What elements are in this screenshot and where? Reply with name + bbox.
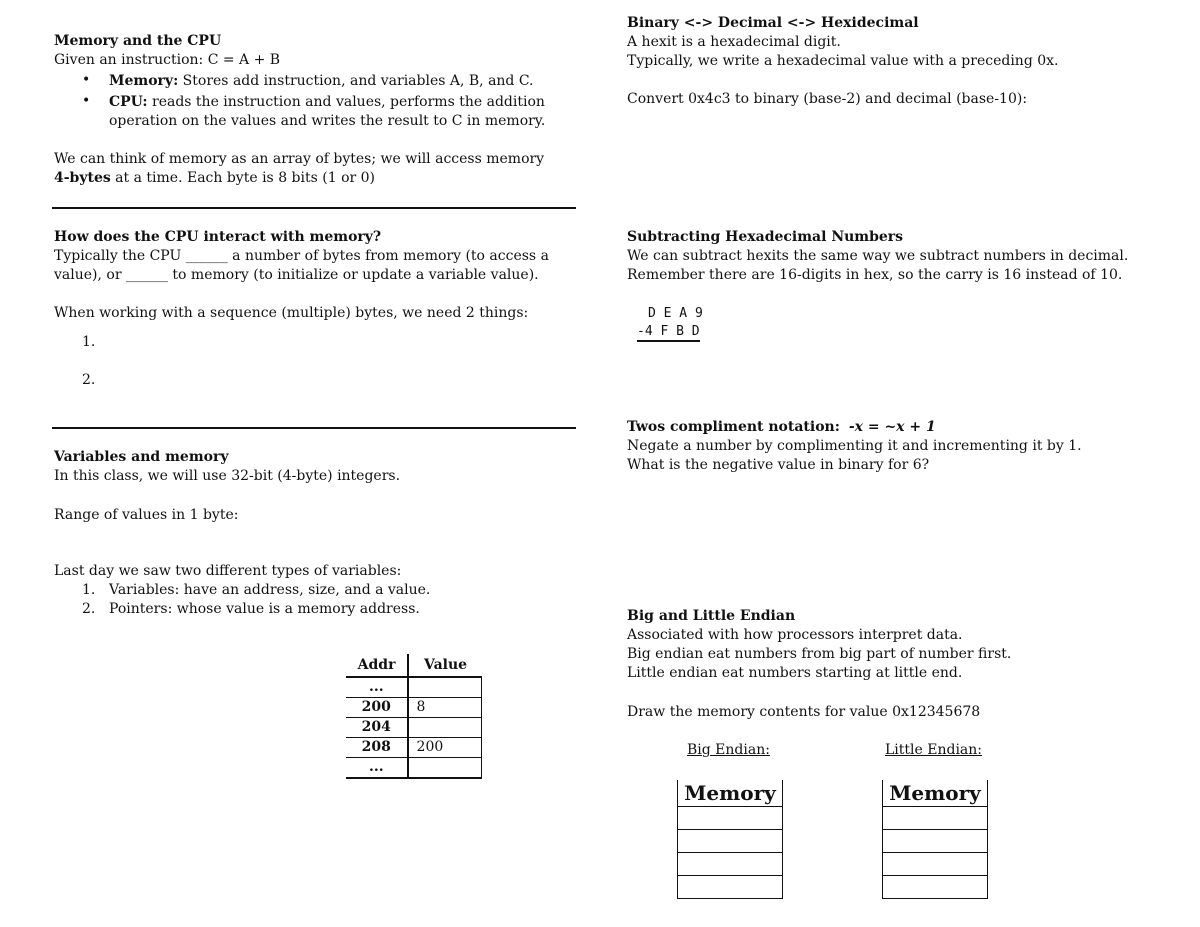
four-bytes-bold: 4-bytes bbox=[54, 170, 111, 186]
bullet-cpu-text: reads the instruction and values, performs the addition bbox=[147, 94, 545, 110]
variable-type-text: Variables: have an address, size, and a value. bbox=[109, 582, 431, 598]
little-endian-label: Little Endian: bbox=[885, 742, 982, 758]
addr-cell: ... bbox=[346, 678, 409, 697]
memory-cpu-title: Memory and the CPU bbox=[54, 33, 222, 49]
cpu-interact-line2: value), or ______ to memory (to initialize or update a variable value). bbox=[54, 267, 539, 283]
memory-cell[interactable] bbox=[883, 830, 988, 853]
value-cell: 200 bbox=[409, 738, 482, 757]
endian-line3: Little endian eat numbers starting at little end. bbox=[627, 665, 963, 681]
memory-header: Memory bbox=[678, 780, 783, 807]
value-header: Value bbox=[424, 657, 468, 673]
bullet-cpu-continued: operation on the values and writes the result to C in memory. bbox=[109, 113, 546, 129]
hexit-definition: A hexit is a hexadecimal digit. bbox=[627, 34, 841, 50]
addr-header: Addr bbox=[346, 654, 409, 676]
subtract-line2: Remember there are 16-digits in hex, so the carry is 16 instead of 10. bbox=[627, 267, 1123, 283]
table-row bbox=[346, 757, 482, 779]
subtract-minuend: D E A 9 bbox=[648, 306, 703, 321]
big-endian-label: Big Endian: bbox=[687, 742, 770, 758]
value-cell bbox=[409, 718, 482, 737]
table-row bbox=[346, 676, 482, 697]
memory-array-text: We can think of memory as an array of bytes; we will access memory bbox=[54, 151, 545, 167]
variables-title: Variables and memory bbox=[54, 449, 229, 465]
big-endian-memory-table bbox=[677, 780, 783, 899]
draw-memory-text bbox=[627, 703, 980, 722]
memory-cell[interactable] bbox=[883, 807, 988, 830]
subtract-subtrahend: -4 F B D bbox=[637, 323, 700, 342]
addr-cell: 208 bbox=[346, 738, 409, 757]
bullet-cpu-label: CPU: bbox=[109, 94, 148, 110]
instruction-text: Given an instruction: C = A + B bbox=[54, 52, 281, 68]
memory-cell[interactable] bbox=[678, 830, 783, 853]
endian-line2: Big endian eat numbers from big part of number first. bbox=[627, 646, 1012, 662]
memory-cell[interactable] bbox=[678, 853, 783, 876]
numbered-item: 2. bbox=[82, 372, 96, 388]
table-row bbox=[346, 697, 482, 717]
addr-cell: 200 bbox=[346, 698, 409, 717]
value-cell bbox=[409, 758, 482, 777]
numbered-item: 1. bbox=[82, 334, 96, 350]
sequence-text: When working with a sequence (multiple) bytes, we need 2 things: bbox=[54, 305, 529, 321]
twos-title-line bbox=[627, 418, 936, 437]
memory-cell[interactable] bbox=[883, 876, 988, 899]
bullet-icon: • bbox=[82, 72, 91, 88]
memory-access-text bbox=[54, 169, 375, 188]
binary-title: Binary <-> Decimal <-> Hexidecimal bbox=[627, 15, 919, 31]
cpu-interact-line1: Typically the CPU ______ a number of bytes from memory (to access a bbox=[54, 248, 549, 264]
bullet-memory bbox=[109, 72, 534, 91]
range-text: Range of values in 1 byte: bbox=[54, 507, 239, 523]
memory-cell[interactable] bbox=[883, 853, 988, 876]
twos-formula: -x = ~x + 1 bbox=[848, 419, 936, 435]
variable-type-num: 2. bbox=[82, 601, 96, 617]
last-day-text: Last day we saw two different types of variables: bbox=[54, 563, 402, 579]
subtract-title: Subtracting Hexadecimal Numbers bbox=[627, 229, 904, 245]
addr-cell: 204 bbox=[346, 718, 409, 737]
subtract-line1: We can subtract hexits the same way we subtract numbers in decimal. bbox=[627, 248, 1129, 264]
bullet-memory-label: Memory: bbox=[109, 73, 179, 89]
value-cell bbox=[409, 678, 482, 697]
variable-type-text: Pointers: whose value is a memory address. bbox=[109, 601, 420, 617]
addr-cell: ... bbox=[346, 758, 409, 777]
variables-intro: In this class, we will use 32-bit (4-byte) integers. bbox=[54, 468, 401, 484]
endian-title: Big and Little Endian bbox=[627, 608, 796, 624]
table-body bbox=[346, 676, 482, 779]
bits-text: at a time. Each byte is 8 bits (1 or 0) bbox=[110, 170, 376, 186]
section-divider bbox=[52, 207, 576, 209]
variable-type-num: 1. bbox=[82, 582, 96, 598]
value-cell: 8 bbox=[409, 698, 482, 717]
memory-cell[interactable] bbox=[678, 807, 783, 830]
memory-header: Memory bbox=[883, 780, 988, 807]
section-divider bbox=[52, 427, 576, 429]
twos-question: What is the negative value in binary for 6? bbox=[627, 457, 930, 473]
convert-question: Convert 0x4c3 to binary (base-2) and decimal (base-10): bbox=[627, 91, 1028, 107]
address-value-table bbox=[346, 654, 482, 779]
cpu-interact-title: How does the CPU interact with memory? bbox=[54, 229, 382, 245]
bullet-cpu bbox=[109, 93, 545, 112]
twos-title: Twos compliment notation: bbox=[627, 419, 840, 435]
table-row bbox=[346, 737, 482, 757]
hex-prefix-text: Typically, we write a hexadecimal value with a preceding 0x. bbox=[627, 53, 1059, 69]
table-row bbox=[346, 717, 482, 737]
endian-line1: Associated with how processors interpret data. bbox=[627, 627, 963, 643]
bullet-memory-text: Stores add instruction, and variables A, B, and C. bbox=[178, 73, 534, 89]
table-header bbox=[346, 654, 482, 676]
draw-memory-label: Draw the memory contents for value 0x12345678 bbox=[627, 704, 981, 720]
memory-cell[interactable] bbox=[678, 876, 783, 899]
little-endian-memory-table bbox=[882, 780, 988, 899]
twos-line1: Negate a number by complimenting it and incrementing it by 1. bbox=[627, 438, 1082, 454]
bullet-icon: • bbox=[82, 93, 91, 109]
